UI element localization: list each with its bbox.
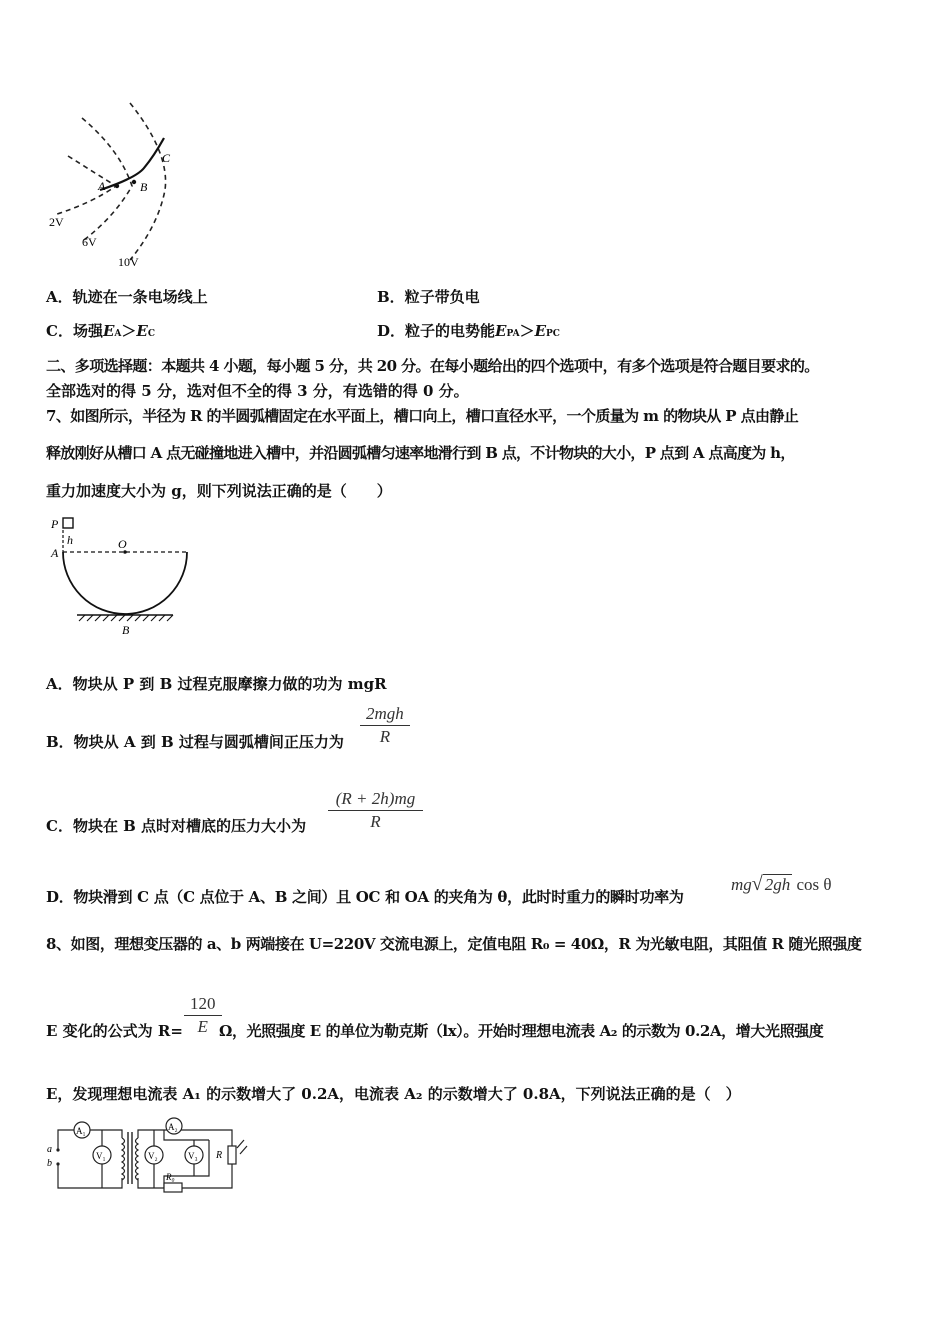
terminal-a-dot	[56, 1148, 59, 1151]
q6-option-d	[377, 320, 560, 341]
q6-c-e1: E	[102, 322, 115, 340]
groove-arc	[63, 552, 187, 614]
equipotential-line-6v	[82, 118, 132, 240]
secondary-top-wire	[138, 1130, 232, 1146]
q7-b-numerator: 2mgh	[366, 704, 404, 723]
equipotential-figure	[40, 98, 190, 273]
q6-option-a: A．轨迹在一条电场线上	[46, 288, 208, 306]
q7-stem-line3: 重力加速度大小为 g，则下列说法正确的是（ ）	[46, 482, 392, 500]
q7-option-d-formula: mg√ 2gh cos θ	[731, 873, 832, 895]
terminal-b-dot	[56, 1162, 59, 1165]
q7-stem-line1: 7、如图所示，半径为 R 的半圆弧槽固定在水平面上，槽口向上，槽口直径水平，一个质量为 m 的物块从 P 点由静止	[46, 407, 799, 425]
photoresistor-r	[228, 1146, 236, 1164]
q7-d-radicand: 2gh	[764, 875, 791, 894]
transformer-circuit-figure	[44, 1116, 249, 1194]
point-b-dot	[132, 180, 136, 184]
label-10v: 10V	[118, 255, 139, 269]
label-a1: A₁	[76, 1126, 86, 1136]
primary-bottom-wire	[58, 1164, 122, 1188]
q6-d-gt: ＞	[519, 322, 535, 340]
q7-option-c-fraction	[328, 789, 423, 832]
label-b: b	[47, 1158, 52, 1169]
q7-option-d: D．物块滑到 C 点（C 点位于 A、B 之间）且 OC 和 OA 的夹角为 θ，此时时重力的瞬时功率为	[46, 888, 684, 906]
q6-c-sub1: A	[114, 329, 122, 339]
q7-option-a: A．物块从 P 到 B 过程克服摩擦力做的功为 mgR	[46, 675, 387, 693]
label-v3: V₃	[188, 1151, 198, 1161]
label-2v: 2V	[49, 215, 64, 229]
q6-option-d-prefix: D．粒子的电势能	[377, 322, 496, 340]
label-b: B	[122, 623, 130, 637]
label-h: h	[67, 533, 73, 547]
q7-c-denominator: R	[370, 812, 381, 831]
q7-option-b-fraction	[360, 704, 410, 747]
q7-c-numerator: (R + 2h)mg	[335, 789, 416, 808]
light-arrow-2	[240, 1146, 247, 1154]
point-a-dot	[115, 184, 119, 188]
q7-d-cos: cos θ	[796, 875, 832, 894]
secondary-coil	[136, 1138, 139, 1180]
q6-d-e1: E	[495, 322, 507, 340]
q6-option-c	[46, 320, 155, 341]
label-a: a	[47, 1144, 52, 1155]
q8-r-fraction	[184, 994, 222, 1037]
label-r0: R₀	[166, 1172, 175, 1182]
ground-hatch	[79, 615, 173, 621]
q8-frac-denominator: E	[197, 1017, 208, 1036]
resistor-r0	[164, 1183, 182, 1192]
q7-d-mg: mg	[731, 875, 752, 894]
q7-stem-line2: 释放刚好从槽口 A 点无碰撞地进入槽中，并沿圆弧槽匀速率地滑行到 B 点，不计物块的大小，P 点到 A 点高度为 h，	[46, 444, 795, 462]
primary-coil	[122, 1138, 125, 1180]
label-r: R	[216, 1150, 223, 1161]
q6-d-sub1: PA	[506, 329, 520, 339]
label-6v: 6V	[82, 235, 97, 249]
block-p	[63, 518, 73, 528]
q6-d-e2: E	[534, 322, 547, 340]
label-o: O	[118, 537, 127, 551]
light-arrow-1	[237, 1140, 244, 1148]
section2-line2: 全部选对的得 5 分，选对但不全的得 3 分，有选错的得 0 分。	[46, 382, 469, 400]
q6-c-sub2: C	[147, 329, 155, 339]
q6-option-b: B．粒子带负电	[377, 288, 480, 306]
label-b: B	[140, 180, 148, 194]
q8-stem-line2-pre: E 变化的公式为 R=	[46, 1022, 183, 1040]
q8-stem-line3: E，发现理想电流表 A₁ 的示数增大了 0.2A，电流表 A₂ 的示数增大了 0.8A，下列说法正确的是（ ）	[46, 1085, 741, 1103]
q6-c-gt: ＞	[121, 322, 137, 340]
q7-option-c: C．物块在 B 点时对槽底的压力大小为	[46, 817, 307, 835]
q8-stem-line1: 8、如图，理想变压器的 a、b 两端接在 U=220V 交流电源上，定值电阻 R₀ = 40Ω，R 为光敏电阻，其阻值 R 随光照强度	[46, 935, 862, 953]
label-v1: V₁	[96, 1151, 106, 1161]
label-p: P	[51, 517, 59, 531]
label-a: A	[98, 179, 106, 193]
q7-b-denominator: R	[379, 727, 391, 746]
semicircle-groove-figure	[45, 512, 185, 642]
q7-option-b: B．物块从 A 到 B 过程与圆弧槽间正压力为	[46, 733, 344, 751]
label-a: A	[51, 546, 59, 560]
q6-option-c-prefix: C．场强	[46, 322, 103, 340]
q6-c-e2: E	[136, 322, 148, 340]
label-c: C	[162, 151, 171, 165]
equipotential-line-2v	[54, 156, 116, 215]
q8-frac-numerator: 120	[190, 994, 216, 1013]
q6-d-sub2: PC	[546, 329, 560, 339]
label-v2: V₂	[148, 1151, 158, 1161]
section2-line1: 二、多项选择题：本题共 4 小题，每小题 5 分，共 20 分。在每小题给出的四个选项中，有多个选项是符合题目要求的。	[46, 357, 819, 375]
label-a2: A₂	[168, 1122, 178, 1132]
q8-stem-line2-post: Ω，光照强度 E 的单位为勒克斯（lx）。开始时理想电流表 A₂ 的示数为 0.2A，增大光照强度	[219, 1022, 824, 1040]
